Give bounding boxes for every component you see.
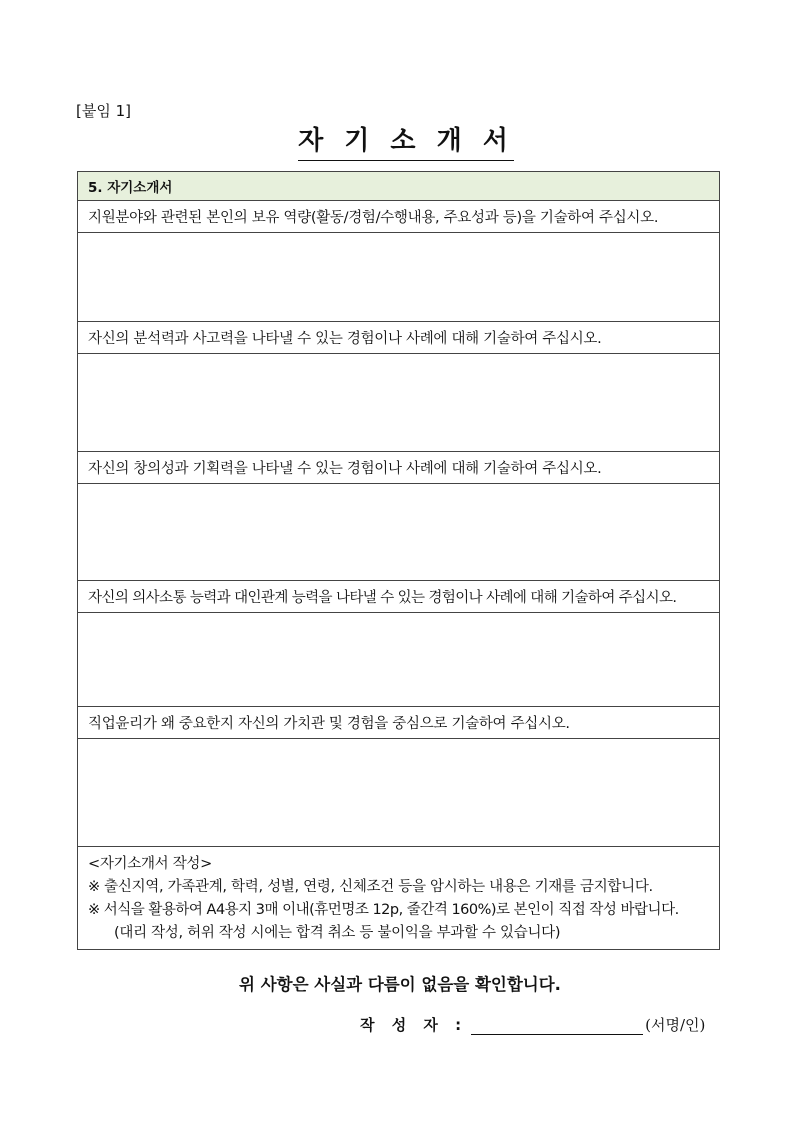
answer-row (78, 613, 720, 707)
author-signature-row (360, 1014, 705, 1035)
question-2: 자신의 분석력과 사고력을 나타낼 수 있는 경험이나 사례에 대해 기술하여 주십시오. (78, 322, 720, 354)
question-3: 자신의 창의성과 기획력을 나타낼 수 있는 경험이나 사례에 대해 기술하여 주십시오. (78, 452, 720, 484)
answer-row (78, 484, 720, 581)
document-title: 자 기 소 개 서 (298, 124, 514, 161)
question-row (78, 452, 720, 484)
attachment-label: [붙임 1] (76, 102, 131, 120)
question-row (78, 201, 720, 233)
section-title: 5. 자기소개서 (78, 172, 720, 201)
answer-field-3[interactable] (78, 484, 720, 581)
question-row (78, 707, 720, 739)
notes-row (78, 847, 720, 950)
signature-hint: (서명/인) (645, 1016, 706, 1034)
question-4: 자신의 의사소통 능력과 대인관계 능력을 나타낼 수 있는 경험이나 사례에 대해 기술하여 주십시오. (78, 581, 720, 613)
question-1: 지원분야와 관련된 본인의 보유 역량(활동/경험/수행내용, 주요성과 등)을 기술하여 주십시오. (78, 201, 720, 233)
question-row (78, 581, 720, 613)
notes-heading: <자기소개서 작성> (88, 856, 212, 872)
self-introduction-form (77, 171, 720, 950)
question-5: 직업윤리가 왜 중요한지 자신의 가치관 및 경험을 중심으로 기술하여 주십시오. (78, 707, 720, 739)
answer-field-4[interactable] (78, 613, 720, 707)
answer-field-5[interactable] (78, 739, 720, 847)
author-name-field[interactable] (471, 1016, 643, 1035)
section-header-row (78, 172, 720, 201)
notes-line-2: ※ 서식을 활용하여 A4용지 3매 이내(휴먼명조 12p, 줄간격 160%)로 본인이 직접 작성 바랍니다. (88, 902, 679, 918)
notes-line-3: (대리 작성, 허위 작성 시에는 합격 취소 등 불이익을 부과할 수 있습니다) (114, 925, 561, 941)
answer-row (78, 739, 720, 847)
author-label: 작 성 자 : (360, 1016, 468, 1034)
answer-field-2[interactable] (78, 354, 720, 452)
notes-line-1: ※ 출신지역, 가족관계, 학력, 성별, 연령, 신체조건 등을 암시하는 내용은 기재를 금지합니다. (88, 879, 653, 895)
confirmation-statement: 위 사항은 사실과 다름이 없음을 확인합니다. (239, 975, 561, 994)
answer-field-1[interactable] (78, 233, 720, 322)
question-row (78, 322, 720, 354)
answer-row (78, 233, 720, 322)
writing-notes (78, 847, 720, 950)
answer-row (78, 354, 720, 452)
